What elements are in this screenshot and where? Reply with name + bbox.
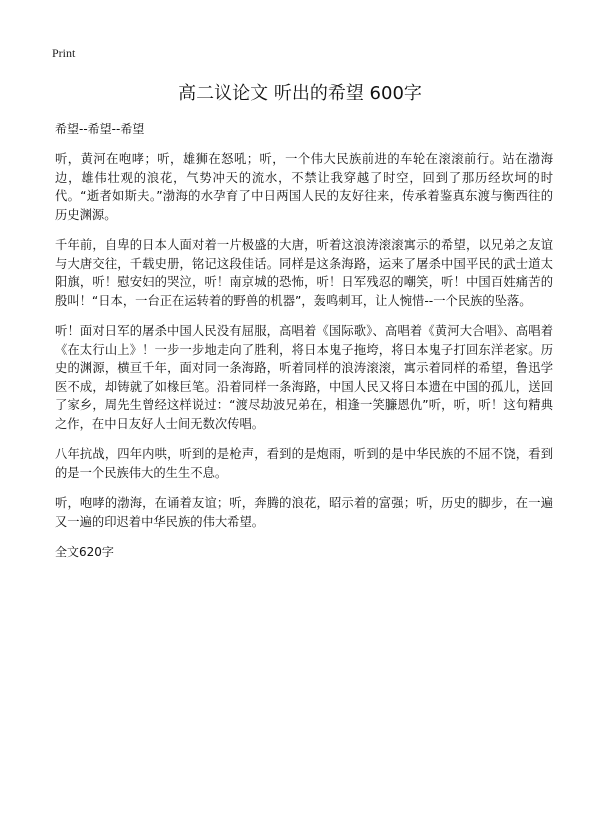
article-subtitle: 希望--希望--希望 [55, 122, 145, 136]
word-count: 全文620字 [55, 545, 114, 559]
print-link[interactable]: Print [52, 46, 76, 60]
article-title: 高二议论文 听出的希望 600字 [178, 83, 422, 104]
paragraph: 千年前，自卑的日本人面对着一片极盛的大唐，听着这浪涛滚滚寓示的希望，以兄弟之友谊与大唐交往，千载史册，铭记这段佳话。同样是这条海路，运来了屠杀中国平民的武士道太阳旗，听！慰安妇的哭泣，听！南京城的恐怖，听！日军残忍的嘲笑，听！中国百姓痛苦的殷叫！“日本，一台正在运转着的野兽的机器”，轰鸣刺耳，让人惋惜--一个民族的坠落。 [55, 238, 553, 308]
paragraph: 听，咆哮的渤海，在诵着友谊；听，奔腾的浪花，昭示着的富强；听，历史的脚步，在一遍又一遍的印迟着中华民族的伟大希望。 [55, 496, 553, 529]
paragraph: 听！面对日军的屠杀中国人民没有屈服，高唱着《国际歌》、高唱着《黄河大合唱》、高唱着《在太行山上》！一步一步地走向了胜利，将日本鬼子拖垮，将日本鬼子打回东洋老家。历史的渊源，横亘千年，面对同一条海路，听着同样的浪涛滚滚，寓示着同样的希望，鲁迅学医不成，却铸就了如椽巨笔。沿着同样一条海路，中国人民又将日本遗在中国的孤儿，送回了家乡，周先生曾经这样说过：“渡尽劫波兄弟在，相逢一笑臁恩仇”听，听，听！这句精典之作，在中日友好人士间无数次传唱。 [55, 324, 553, 431]
paragraph: 八年抗战，四年内哄，听到的是枪声，看到的是炮雨，听到的是中华民族的不屈不饶，看到的是一个民族伟大的生生不息。 [55, 447, 553, 480]
paragraph: 听，黄河在咆哮；听，雄狮在怒吼；听，一个伟大民族前进的车轮在滚滚前行。站在渤海边，雄伟壮观的浪花，气势冲天的流水，不禁让我穿越了时空，回到了那历经坎坷的时代。“逝者如斯夫。”渤海的水孕育了中日两国人民的友好往来，传承着鉴真东渡与衡西往的历史渊源。 [55, 152, 553, 222]
article-body [55, 150, 553, 560]
